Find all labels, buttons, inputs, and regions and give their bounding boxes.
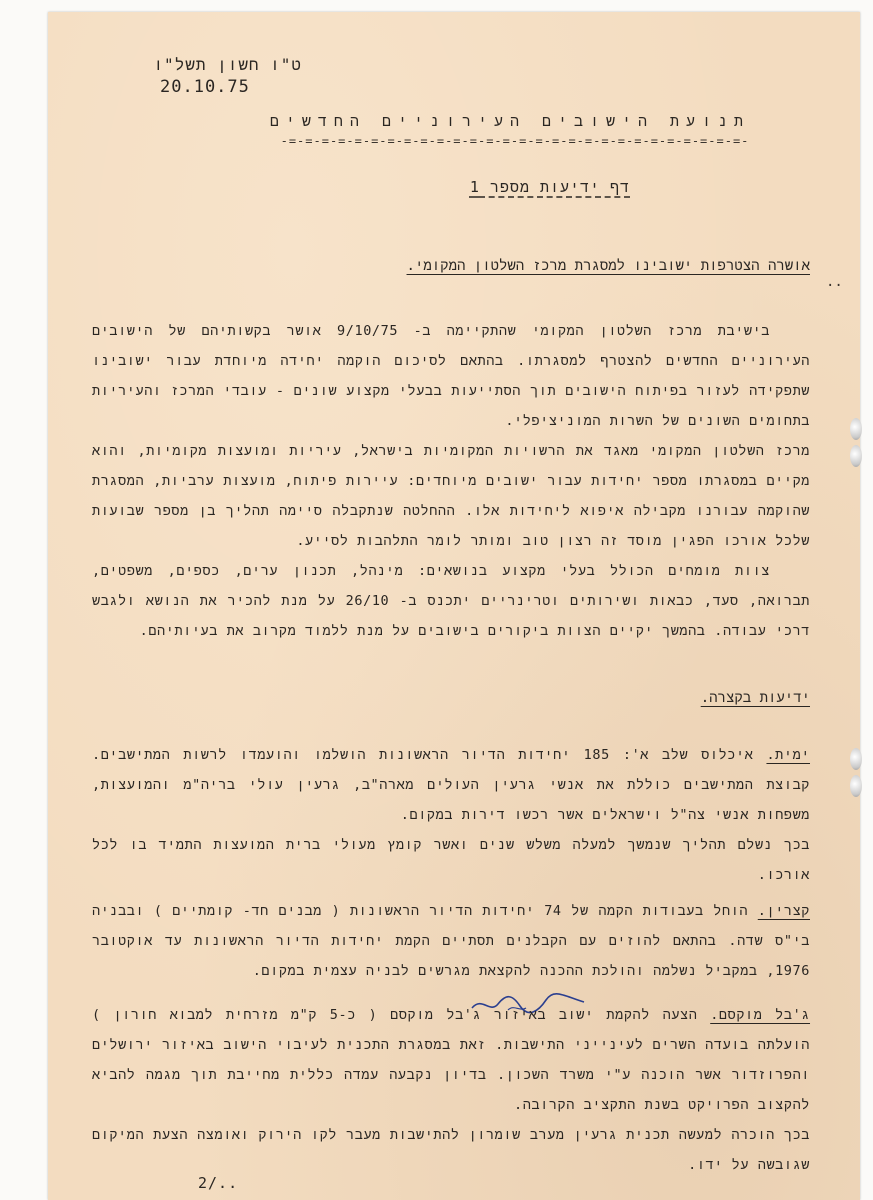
binder-hole xyxy=(850,445,862,467)
binder-hole xyxy=(850,418,862,440)
news-item-label: ימית. xyxy=(766,747,810,763)
margin-dots: ·· xyxy=(826,278,843,294)
title-rule: -=-=-=-=-=-=-=-=-=-=-=-=-=-=-=-=-=-=-=-=-=-=-=-=-=-=-=-=- xyxy=(280,134,750,148)
hebrew-date: ט"ו חשון תשל"ו xyxy=(153,55,302,74)
news-item-text: איכלוס שלב א': 185 יחידות הדיור הראשונות הושלמו והועמדו לרשות המתישבים. קבוצת המתישבים כוללת את אנשי גרעין העולים מארה"ב, גרעין עולי בריה"מ והמועצות, משפחות אנשי צה"ל וישראלים אשר רכשו דירות במקום. xyxy=(92,747,810,823)
news-item-jabal-muksam xyxy=(92,1000,810,1180)
page-continuation: 2/.. xyxy=(198,1174,239,1192)
news-item-text: בכך נשלם תהליך שנמשך למעלה משלש שנים ואשר קומץ מעולי ברית המועצות התמיד בו לכל אורכו. xyxy=(92,837,810,883)
news-item-text: הוחל בעבודות הקמה של 74 יחידות הדיור הראשונות ( מבנים חד- קומתיים ) ובבניה בי"ס שדה. בהתאם להוזים עם הקבלנים תסתיים הקמת יחידות הדיור הראשונות עד אוקטובר 1976, במקביל נשלמה והולכת ההכנה להקצאת מגרשים לבניה עצמית במקום. xyxy=(92,903,810,979)
binder-hole xyxy=(850,775,862,797)
news-item-label: ג'בל מוקסם. xyxy=(710,1007,811,1023)
section2-heading: ידיעות בקצרה. xyxy=(700,690,810,706)
section1-heading: אושרה הצטרפות ישובינו למסגרת מרכז השלטון המקומי. xyxy=(406,258,810,274)
paragraph: צוות מומחים הכולל בעלי מקצוע בנושאים: מינהל, תכנון ערים, כספים, משפטים, תברואה, סעד, כבאות ושירותים וטרינריים יתכנס ב- 26/10 על מנת להכיר את הנושא ולגבש דרכי עבודה. בהמשך יקיים הצוות ביקורים בישובים על מנת ללמוד מקרוב את בעיותיהם. xyxy=(92,563,810,639)
paragraph: בישיבת מרכז השלטון המקומי שהתקיימה ב- 9/10/75 אושר בקשותיהם של הישובים העירוניים החדשים להצטרף למסגרתו. בהתאם לסיכום הוקמה יחידה מיוחדת עבור ישובינו שתפקידה לעזור בפיתוח הישובים תוך הסתייעות בבעלי מקצוע שונים - עובדי המרכז והעיריות בתחומים השונים של השרות המוניציפלי. xyxy=(92,323,810,429)
news-item-label: קצרין. xyxy=(757,903,810,919)
binder-hole xyxy=(850,748,862,770)
news-item-text: הצעה להקמת ישוב באיזור ג'בל מוקסם ( כ-5 ק"מ מזרחית למבוא חורון ) הועלתה בועדה השרים לעינייני התישבות. זאת במסגרת התכנית לעיבוי הישוב באיזור ירושלים והפרוזדור אשר הוכנה ע"י משרד השכון. בדיון נקבעה עמדה כללית מחייבת תוך מגמה להביא להקצוב הפרויקט בשנת התקציב הקרובה. xyxy=(92,1007,810,1113)
date-block xyxy=(152,54,302,98)
sheet-title: דף ידיעות מספר 1 xyxy=(469,178,631,196)
gregorian-date: 20.10.75 xyxy=(160,77,250,97)
section1-body xyxy=(92,316,810,646)
news-item-text: בכך הוכרה למעשה תכנית גרעין מערב שומרון להתישבות מעבר לקו הירוק ואומצה הצעת המיקום שגובשה על ידו. xyxy=(92,1127,810,1173)
organization-title: תנועת הישובים העירוניים החדשים xyxy=(269,112,751,130)
paragraph: מרכז השלטון המקומי מאגד את הרשויות המקומיות בישראל, עיריות ומועצות מקומיות, והוא מקיים במסגרתו מספר יחידות עבור ישובים מיוחדים: עיירות פיתוח, מועצות ערביות, המסגרת שהוקמה עבורנו מקבילה איפוא ליחידות אלו. ההחלטה שנתקבלה סיימה תהליך בן מספר שבועות שלכל אורכו הפגין מוסד זה רצון טוב ומותר לומר התלהבות לסייע. xyxy=(92,443,810,549)
news-item-yamit xyxy=(92,740,810,890)
news-item-katzrin xyxy=(92,896,810,986)
